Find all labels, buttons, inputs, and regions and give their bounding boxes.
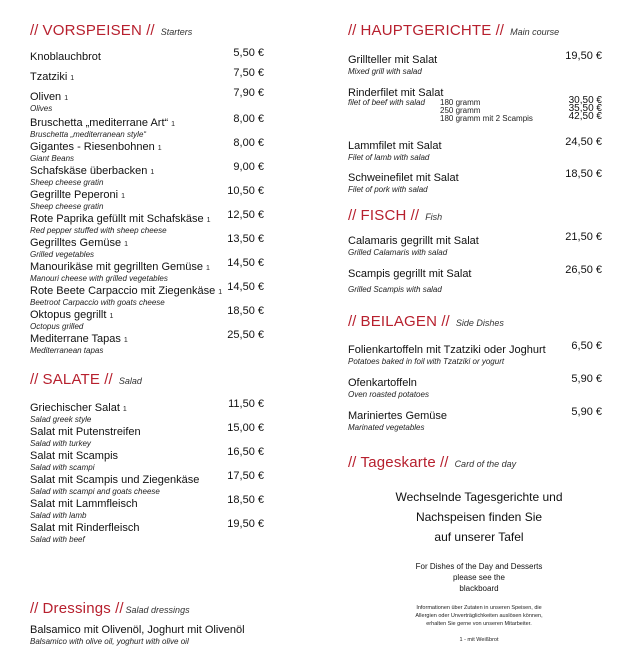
dressings-line: Balsamico mit Olivenöl, Joghurt mit Olivenöl	[30, 624, 245, 636]
item-footnote-mark: 1	[171, 121, 176, 128]
section-title: Tageskarte	[360, 454, 436, 471]
section-title: Dressings	[42, 600, 112, 617]
menu-item	[348, 406, 447, 432]
item-name: Rote Paprika gefüllt mit Schafskäse	[30, 213, 204, 225]
item-price: 13,50 €	[227, 233, 264, 245]
item-price: 24,50 €	[565, 136, 602, 148]
option-label: 180 gramm	[440, 98, 481, 107]
item-name: Manourikäse mit gegrillten Gemüse	[30, 261, 204, 273]
item-translation: Salad with lamb	[30, 511, 87, 520]
item-price: 5,90 €	[571, 406, 602, 418]
item-price: 26,50 €	[565, 264, 602, 276]
tageskarte-main-text	[320, 487, 638, 547]
item-name: Folienkartoffeln mit Tzatziki oder Joghurt	[348, 344, 546, 356]
item-footnote-mark: 1	[70, 75, 75, 82]
item-footnote-mark: 1	[150, 169, 155, 176]
item-name: Oliven	[30, 91, 62, 103]
item-translation: Grilled Calamaris with salad	[348, 248, 448, 257]
item-price: 14,50 €	[227, 281, 264, 293]
menu-item	[30, 87, 68, 113]
item-price: 7,50 €	[233, 67, 264, 79]
menu-item-schweinefilet	[348, 168, 459, 194]
item-name: Gegrilltes Gemüse	[30, 237, 122, 249]
section-title: SALATE	[42, 371, 101, 388]
item-translation: Bruschetta „mediterranean style“	[30, 130, 147, 139]
item-footnote-mark: 1	[206, 217, 211, 224]
item-name: Salat mit Scampis	[30, 450, 119, 462]
item-price: 10,50 €	[227, 185, 264, 197]
item-translation: Sheep cheese gratin	[30, 178, 104, 187]
item-translation: Giant Beans	[30, 154, 75, 163]
menu-item-lammfilet	[348, 136, 442, 162]
salate-heading: // SALATE // Salad	[30, 371, 142, 388]
menu-item	[30, 446, 118, 472]
menu-item	[30, 67, 74, 85]
item-translation: Mixed grill with salad	[348, 67, 422, 76]
menu-item	[348, 340, 546, 366]
item-translation: Salad with scampi	[30, 463, 95, 472]
item-translation: Marinated vegetables	[348, 423, 425, 432]
menu-item	[30, 329, 128, 355]
item-translation: Grilled Scampis with salad	[348, 285, 442, 294]
option-price: 35,50 €	[568, 103, 602, 114]
item-footnote-mark: 1	[206, 265, 210, 272]
item-name: Oktopus gegrillt	[30, 309, 107, 321]
tageskarte-en-line: For Dishes of the Day and Desserts	[415, 562, 543, 571]
tageskarte-line: Wechselnde Tagesgerichte und	[395, 490, 563, 504]
tageskarte-en-line: blackboard	[459, 584, 499, 593]
menu-item	[30, 518, 139, 544]
menu-item	[30, 161, 154, 187]
item-translation: Potatoes baked in foil with Tzatziki or yogurt	[348, 357, 505, 366]
section-title: BEILAGEN	[360, 313, 438, 330]
item-name: Mediterrane Tapas	[30, 333, 121, 345]
tageskarte-heading: // Tageskarte // Card of the day	[348, 454, 517, 471]
section-subtitle: Starters	[160, 27, 193, 37]
item-name: Scampis gegrillt mit Salat	[348, 268, 472, 280]
section-subtitle: Fish	[425, 212, 443, 222]
menu-item	[30, 233, 128, 259]
allergen-note-line: Informationen über Zutaten in unseren Speisen, die	[416, 605, 542, 611]
item-price: 11,50 €	[228, 398, 264, 410]
item-name: Rote Beete Carpaccio mit Ziegenkäse	[30, 285, 216, 297]
section-subtitle: Salad	[118, 376, 142, 386]
tageskarte-line: auf unserer Tafel	[434, 530, 524, 544]
fisch-heading: // FISCH // Fish	[348, 207, 443, 224]
item-price: 14,50 €	[227, 257, 264, 269]
item-name: Grillteller mit Salat	[348, 54, 438, 66]
item-footnote-mark: 1	[157, 145, 162, 152]
beilagen-heading: // BEILAGEN // Side Dishes	[348, 313, 504, 330]
section-title: VORSPEISEN	[42, 22, 143, 39]
item-footnote-mark: 1	[109, 313, 114, 320]
hauptgerichte-heading: // HAUPTGERICHTE // Main course	[348, 22, 560, 39]
item-translation: Salad with beef	[30, 535, 85, 544]
menu-item-calamaris	[348, 231, 479, 257]
item-translation: filet of beef with salad	[348, 98, 425, 107]
menu-item	[30, 398, 127, 424]
item-price: 8,00 €	[233, 137, 264, 149]
item-name: Schweinefilet mit Salat	[348, 172, 459, 184]
allergen-note	[320, 604, 638, 628]
dressings-heading: // Dressings // Salad dressings	[30, 600, 190, 617]
item-translation: Red pepper stuffed with sheep cheese	[30, 226, 167, 235]
item-translation: Salad with turkey	[30, 439, 91, 448]
section-subtitle: Salad dressings	[125, 605, 190, 615]
item-price: 7,90 €	[233, 87, 264, 99]
menu-item	[30, 281, 222, 307]
item-name: Rinderfilet mit Salat	[348, 87, 444, 99]
option-label: 250 gramm	[440, 106, 481, 115]
item-name: Gegrillte Peperoni	[30, 189, 119, 201]
item-translation: Grilled vegetables	[30, 250, 95, 259]
menu-item	[30, 209, 211, 235]
item-name: Lammfilet mit Salat	[348, 140, 442, 152]
dressings-item	[30, 620, 245, 646]
item-price: 18,50 €	[227, 305, 264, 317]
item-translation: Olives	[30, 104, 53, 113]
item-footnote-mark: 1	[122, 406, 127, 413]
option-price: 42,50 €	[568, 111, 602, 122]
item-translation: Manouri cheese with grilled vegetables	[30, 274, 168, 283]
menu-item	[30, 137, 162, 163]
item-translation: Beetroot Carpaccio with goats cheese	[30, 298, 165, 307]
tageskarte-line: Nachspeisen finden Sie	[415, 510, 543, 524]
item-price: 18,50 €	[565, 168, 602, 180]
item-price: 12,50 €	[227, 209, 264, 221]
menu-item-scampis	[348, 264, 472, 282]
menu-item	[30, 494, 138, 520]
item-translation: Octopus grilled	[30, 322, 84, 331]
footnote: 1 - mit Weißbrot	[459, 637, 499, 643]
item-translation: Sheep cheese gratin	[30, 202, 104, 211]
item-name: Griechischer Salat	[30, 402, 120, 414]
item-price: 6,50 €	[571, 340, 602, 352]
menu-item	[30, 470, 199, 496]
item-name: Salat mit Rinderfleisch	[30, 522, 140, 534]
item-name: Salat mit Scampis und Ziegenkäse	[30, 474, 200, 486]
menu-item	[30, 185, 125, 211]
item-price: 17,50 €	[227, 470, 264, 482]
item-price: 9,00 €	[233, 161, 264, 173]
item-name: Gigantes - Riesenbohnen	[30, 141, 155, 153]
item-name: Knoblauchbrot	[30, 51, 101, 63]
item-name: Ofenkartoffeln	[348, 377, 417, 389]
item-footnote-mark: 1	[123, 337, 128, 344]
vorspeisen-heading: // VORSPEISEN // Starters	[30, 22, 193, 39]
item-price: 5,50 €	[233, 47, 264, 59]
item-name: Calamaris gegrillt mit Salat	[348, 235, 479, 247]
item-translation: Oven roasted potatoes	[348, 390, 429, 399]
item-price: 16,50 €	[227, 446, 264, 458]
item-translation: Salad greek style	[30, 415, 92, 424]
item-translation: Filet of pork with salad	[348, 185, 428, 194]
section-title: HAUPTGERICHTE	[360, 22, 492, 39]
allergen-note-line: erhalten Sie gerne von unseren Mitarbeiter.	[426, 621, 532, 627]
section-subtitle: Side Dishes	[455, 318, 504, 328]
menu-item	[348, 373, 429, 399]
item-price: 8,00 €	[233, 113, 264, 125]
item-translation: Salad with scampi and goats cheese	[30, 487, 160, 496]
dressings-translation: Balsamico with olive oil, yoghurt with olive oil	[30, 637, 189, 646]
tageskarte-english-text	[320, 561, 638, 594]
item-footnote-mark: 1	[121, 193, 125, 200]
item-price: 21,50 €	[565, 231, 602, 243]
section-subtitle: Main course	[510, 27, 560, 37]
option-label: 180 gramm mit 2 Scampis	[440, 114, 533, 123]
allergen-note-line: Allergien oder Unverträglichkeiten auslösen können,	[415, 613, 543, 619]
menu-item	[30, 47, 101, 65]
item-name: Bruschetta „mediterrane Art“	[30, 117, 169, 129]
item-name: Mariniertes Gemüse	[348, 410, 448, 422]
tageskarte-en-line: please see the	[452, 573, 506, 582]
item-name: Salat mit Putenstreifen	[30, 426, 141, 438]
item-translation: Mediterranean tapas	[30, 346, 104, 355]
menu-item	[30, 113, 175, 139]
item-footnote-mark: 1	[64, 95, 69, 102]
menu-item	[30, 257, 210, 283]
item-price: 19,50 €	[565, 50, 602, 62]
item-name: Schafskäse überbacken	[30, 165, 148, 177]
item-price: 19,50 €	[227, 518, 264, 530]
item-price: 5,90 €	[571, 373, 602, 385]
item-name: Tzatziki	[30, 71, 68, 83]
item-price: 25,50 €	[227, 329, 264, 341]
section-subtitle: Card of the day	[454, 459, 517, 469]
section-title: FISCH	[360, 207, 407, 224]
item-name: Salat mit Lammfleisch	[30, 498, 138, 510]
item-translation: Filet of lamb with salad	[348, 153, 430, 162]
option-price: 30,50 €	[568, 95, 602, 106]
menu-item	[30, 305, 113, 331]
menu-item	[30, 422, 141, 448]
item-footnote-mark: 1	[124, 241, 128, 248]
item-price: 15,00 €	[227, 422, 264, 434]
item-footnote-mark: 1	[218, 289, 223, 296]
item-price: 18,50 €	[227, 494, 264, 506]
menu-item-grillteller	[348, 50, 437, 76]
